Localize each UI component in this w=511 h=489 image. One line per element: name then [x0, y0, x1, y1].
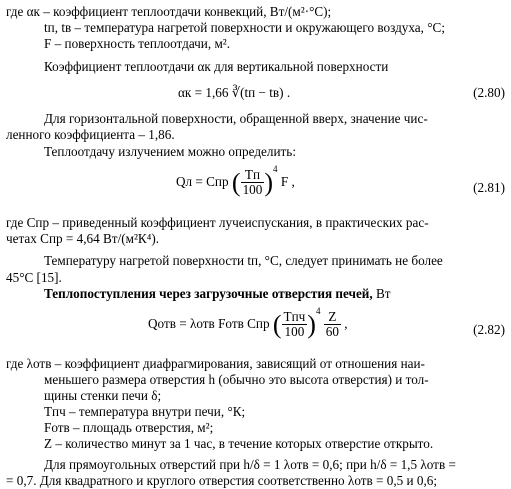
- text-line-17: Fотв – площадь отверстия, м²;: [44, 420, 214, 435]
- text-line-11: 45°С [15].: [6, 270, 62, 285]
- eq81-rhs: F ,: [277, 174, 295, 189]
- text-line-18: Z – количество минут за 1 час, в течение которых отверстие открыто.: [44, 436, 434, 451]
- text-line-19: Для прямоугольных отверстий при h/δ = 1 λотв = 0,6; при h/δ = 1,5 λотв =: [44, 457, 456, 472]
- eq82-z-numerator: Z: [324, 310, 341, 325]
- section-heading: Теплопоступления через загрузочные отверстия печей,: [44, 286, 373, 301]
- eq82-tail: ,: [340, 316, 348, 331]
- eq82-frac-denominator: 100: [284, 324, 305, 340]
- eq81-exponent: 4: [273, 164, 278, 174]
- eq82-frac-numerator: Tпч: [283, 309, 306, 325]
- text-line-9: четах Cпр = 4,64 Вт/(м²К⁴).: [6, 231, 160, 246]
- text-line-20: = 0,7. Для квадратного и круглого отверстия соответственно λотв = 0,5 и 0,6;: [6, 473, 438, 488]
- eq82-exponent: 4: [315, 306, 321, 316]
- equation-number-2-82: (2.82): [473, 322, 505, 337]
- eq81-fraction: [241, 168, 265, 197]
- eq81-lhs: Qл = Cпр: [176, 174, 229, 189]
- text-line-7: Теплоотдачу излучением можно определить:: [44, 144, 296, 159]
- section-heading-unit: Вт: [372, 286, 391, 301]
- eq82-open-paren: (: [272, 309, 282, 339]
- equation-2-80: αк = 1,66 ∛(tп − tв) .: [178, 85, 291, 100]
- eq81-close-paren: ): [264, 167, 274, 197]
- text-line-1: где αк – коэффициент теплоотдачи конвекций, Вт/(м²·°С);: [6, 4, 332, 19]
- eq82-fraction: [282, 310, 308, 339]
- text-line-12: [44, 286, 391, 302]
- text-line-13: где λотв – коэффициент диафрагмирования, зависящий от отношения наи-: [6, 356, 425, 371]
- equation-2-81: [176, 164, 295, 198]
- text-line-15: щины стенки печи δ;: [44, 388, 162, 403]
- eq82-z-denominator: 60: [325, 324, 339, 340]
- text-line-2: tп, tв – температура нагретой поверхности и окружающего воздуха, °С;: [44, 20, 445, 35]
- eq82-close-paren: ): [307, 309, 316, 339]
- text-line-3: F – поверхность теплоотдачи, м².: [44, 36, 231, 51]
- equation-2-82: [148, 306, 348, 340]
- eq81-frac-numerator: Tп: [241, 168, 265, 183]
- text-line-16: Tпч – температура внутри печи, °К;: [44, 404, 246, 419]
- eq82-lhs: Qотв = λотв Fотв Cпр: [148, 316, 270, 331]
- equation-number-2-80: (2.80): [473, 85, 505, 100]
- text-line-8: где Cпр – приведенный коэффициент лучеиспускания, в практических рас-: [6, 215, 429, 230]
- eq82-z-fraction: [324, 310, 341, 339]
- eq81-frac-denominator: 100: [242, 182, 263, 198]
- eq81-open-paren: (: [231, 167, 241, 197]
- text-line-4: Коэффициент теплоотдачи αк для вертикальной поверхности: [44, 59, 389, 74]
- text-line-14: меньшего размера отверстия h (обычно это высота отверстия) и тол-: [44, 372, 429, 387]
- equation-number-2-81: (2.81): [473, 180, 505, 195]
- text-line-10: Температуру нагретой поверхности tп, °С, следует принимать не более: [44, 253, 443, 268]
- text-line-6: ленного коэффициента – 1,86.: [6, 127, 175, 142]
- text-line-5: Для горизонтальной поверхности, обращенной вверх, значение чис-: [44, 111, 428, 126]
